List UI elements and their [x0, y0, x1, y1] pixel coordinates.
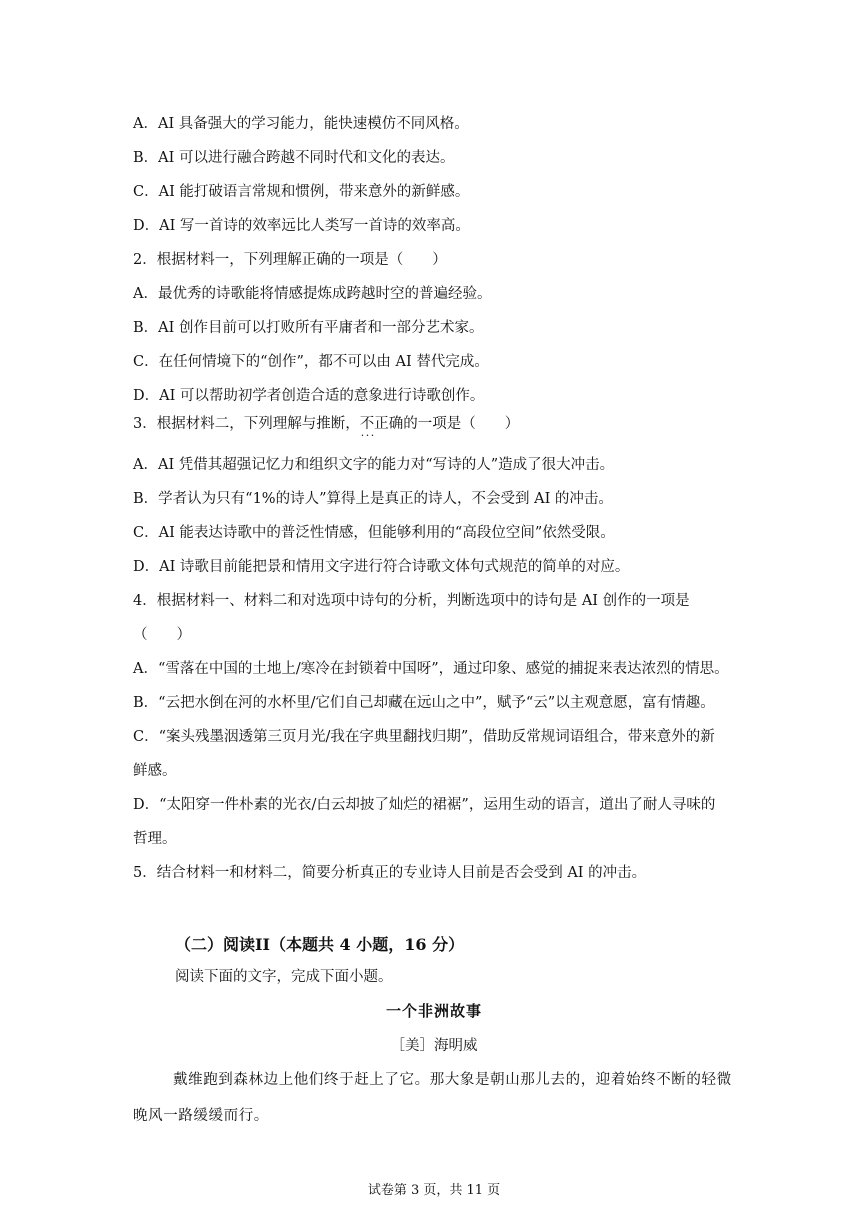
story-paragraph-line-1: 戴维跑到森林边上他们终于赶上了它。那大象是朝山那儿去的，迎着始终不断的轻微 — [173, 1072, 732, 1088]
q2-option-c: C．在任何情境下的“创作”，都不可以由 AI 替代完成。 — [133, 354, 489, 370]
q4-option-d-cont: 哲理。 — [133, 831, 177, 847]
q3-stem-emphasis: 不正确 · · · — [360, 416, 404, 432]
q4-option-b: B．“云把水倒在河的水杯里/它们自己却藏在远山之中”，赋予“云”以主观意愿，富有情趣。 — [133, 695, 715, 711]
q4-stem-blank: （ ） — [133, 627, 191, 643]
q2-option-a: A．最优秀的诗歌能将情感提炼成跨越时空的普遍经验。 — [133, 286, 492, 302]
q4-option-c: C．“案头残墨洇透第三页月光/我在字典里翻找归期”，借助反常规词语组合，带来意外的新 — [133, 729, 715, 745]
q2-stem: 2．根据材料一，下列理解正确的一项是（ ） — [133, 252, 447, 268]
q2-option-d: D．AI 可以帮助初学者创造合适的意象进行诗歌创作。 — [133, 388, 485, 404]
q3-stem — [133, 414, 519, 434]
q3-stem-before: 3．根据材料二，下列理解与推断， — [133, 416, 360, 432]
q3-option-c: C．AI 能表达诗歌中的普泛性情感，但能够利用的“高段位空间”依然受限。 — [133, 525, 615, 541]
story-paragraph-line-2: 晚风一路缓缓而行。 — [133, 1108, 269, 1124]
section-instruction: 阅读下面的文字，完成下面小题。 — [175, 969, 393, 985]
q1-option-c: C．AI 能打破语言常规和惯例，带来意外的新鲜感。 — [133, 184, 470, 200]
q5-stem: 5．结合材料一和材料二，简要分析真正的专业诗人目前是否会受到 AI 的冲击。 — [133, 865, 647, 881]
q4-option-d: D．“太阳穿一件朴素的光衣/白云却披了灿烂的裙裾”，运用生动的语言，道出了耐人寻味的 — [133, 797, 716, 813]
page-footer: 试卷第 3 页，共 11 页 — [367, 1183, 501, 1198]
q1-option-a: A．AI 具备强大的学习能力，能快速模仿不同风格。 — [133, 116, 469, 132]
q4-option-a: A．“雪落在中国的土地上/寒冷在封锁着中国呀”，通过印象、感觉的捕捉来表达浓烈的情思。 — [133, 661, 729, 677]
story-author: ［美］海明威 — [390, 1038, 478, 1054]
q3-stem-after: 的一项是（ ） — [403, 416, 520, 432]
q4-option-c-cont: 鲜感。 — [133, 763, 177, 779]
story-title: 一个非洲故事 — [385, 1002, 482, 1020]
q3-option-a: A．AI 凭借其超强记忆力和组织文字的能力对“写诗的人”造成了很大冲击。 — [133, 457, 615, 473]
q1-option-b: B．AI 可以进行融合跨越不同时代和文化的表达。 — [133, 150, 455, 166]
q3-option-b: B．学者认为只有“1%的诗人”算得上是真正的诗人，不会受到 AI 的冲击。 — [133, 491, 613, 507]
q2-option-b: B．AI 创作目前可以打败所有平庸者和一部分艺术家。 — [133, 320, 484, 336]
section-heading: （二）阅读II（本题共 4 小题，16 分） — [175, 935, 465, 954]
q3-option-d: D．AI 诗歌目前能把景和情用文字进行符合诗歌文体句式规范的简单的对应。 — [133, 559, 630, 575]
q4-stem: 4．根据材料一、材料二和对选项中诗句的分析，判断选项中的诗句是 AI 创作的一项是 — [133, 593, 690, 609]
q1-option-d: D．AI 写一首诗的效率远比人类写一首诗的效率高。 — [133, 218, 470, 234]
